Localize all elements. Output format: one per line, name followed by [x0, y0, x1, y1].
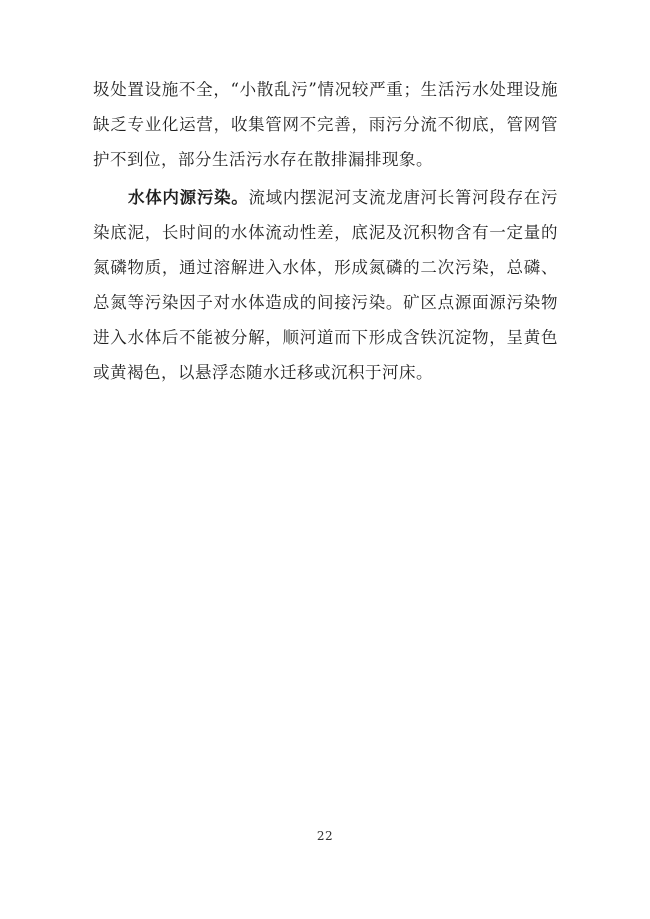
document-body [93, 72, 558, 390]
paragraph-continuation [93, 72, 558, 177]
paragraph-text: 圾处置设施不全，“小散乱污”情况较严重；生活污水处理设施缺乏专业化运营，收集管网不完善，雨污分流不彻底，管网管护不到位，部分生活污水存在散排漏排现象。 [93, 80, 558, 169]
page-number: 22 [316, 829, 334, 843]
paragraph-internal-pollution [93, 180, 558, 390]
paragraph-text: 流域内摆泥河支流龙唐河长箐河段存在污染底泥，长时间的水体流动性差，底泥及沉积物含有一定量的氮磷物质，通过溶解进入水体，形成氮磷的二次污染，总磷、总氮等污染因子对水体造成的间接污染。矿区点源面源污染物进入水体后不能被分解，顺河道而下形成含铁沉淀物，呈黄色或黄褐色，以悬浮态随水迁移或沉积于河床。 [93, 188, 559, 382]
paragraph-lead: 水体内源污染。 [128, 188, 249, 207]
